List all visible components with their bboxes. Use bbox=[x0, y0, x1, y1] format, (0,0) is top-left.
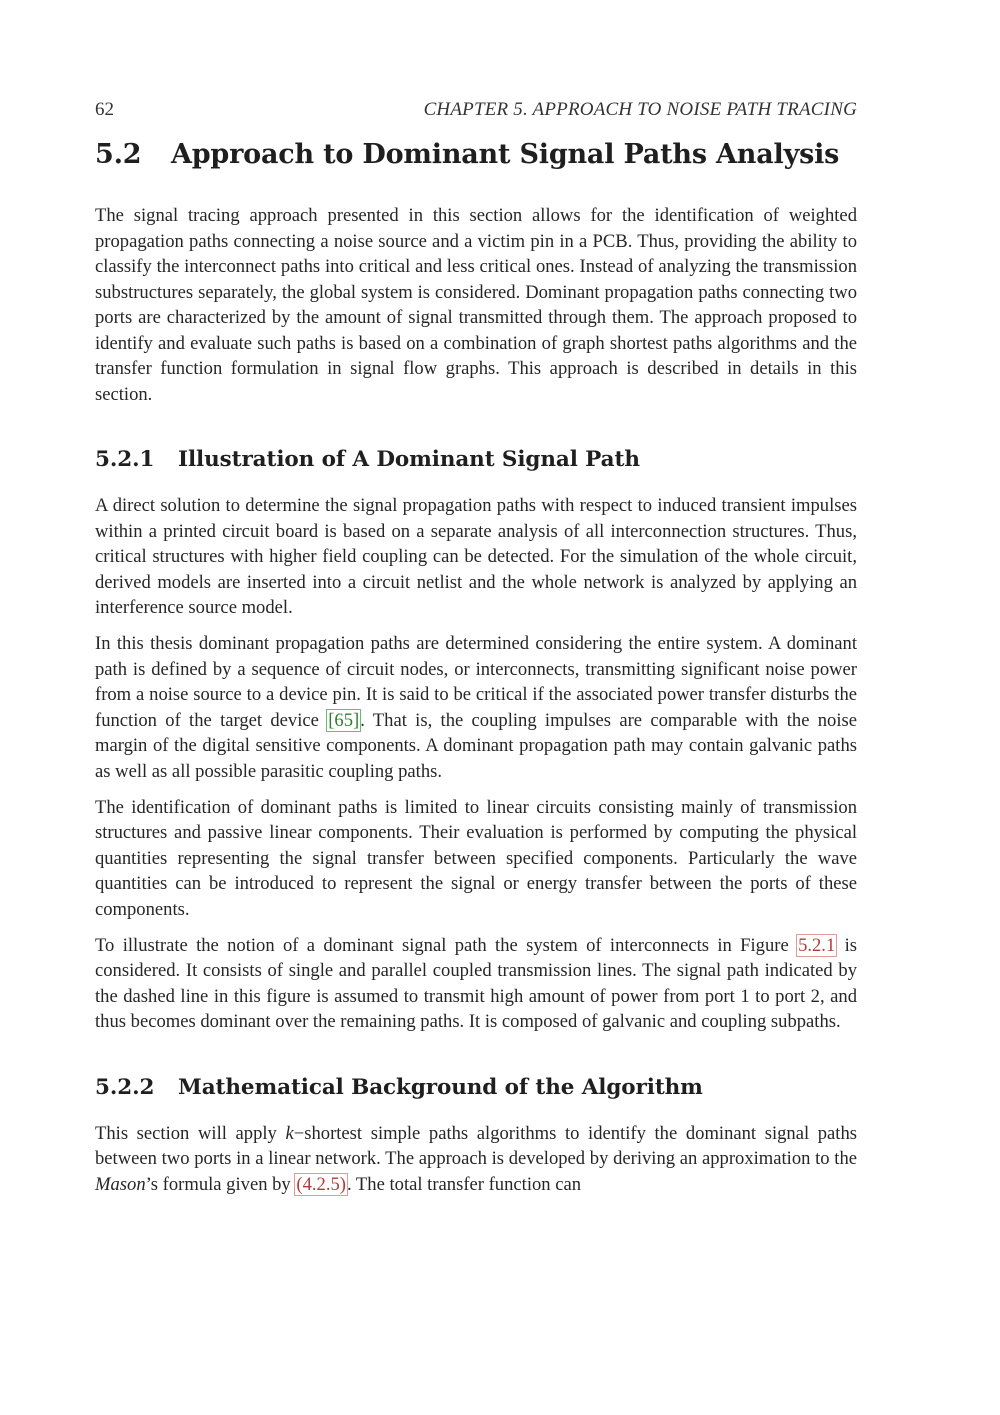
page bbox=[95, 95, 857, 1208]
mason-name: Mason bbox=[95, 1173, 146, 1195]
subsection-heading-5-2-2 bbox=[95, 1075, 857, 1100]
section-heading bbox=[95, 139, 857, 170]
page-number: 62 bbox=[95, 99, 114, 120]
subsection-number: 5.2.2 bbox=[95, 1074, 155, 1100]
paragraph-text: −shortest simple paths algorithms to identify the dominant signal paths between two ports in a linear network. The approach is developed by deriving an approximation to the bbox=[95, 1122, 858, 1169]
paragraph-text: In this thesis dominant propagation paths are determined considering the entire system. A dominant path is defined by a sequence of circuit nodes, or interconnects, transmitting significant noise power from a noise source to a device pin. It is said to be critical if the associated power transfer disturbs the function of the target device bbox=[95, 633, 857, 731]
figure-reference-link[interactable]: 5.2.1 bbox=[798, 934, 836, 956]
paragraph-text: is considered. It consists of single and parallel coupled transmission lines. The signal path indicated by the dashed line in this figure is assumed to transmit high amount of power from port 1 to port 2, and thus becomes dominant over the remaining paths. It is composed of galvanic and coupling subpaths. bbox=[95, 934, 857, 1032]
section-number: 5.2 bbox=[95, 139, 142, 170]
chapter-title: CHAPTER 5. APPROACH TO NOISE PATH TRACING bbox=[423, 99, 857, 120]
paragraph-illustration bbox=[95, 933, 857, 1035]
paragraph-text: This section will apply bbox=[95, 1122, 286, 1144]
paragraph-mathematical-background bbox=[95, 1121, 857, 1198]
paragraph-text: . The total transfer function can bbox=[346, 1173, 582, 1195]
paragraph-identification: The identification of dominant paths is limited to linear circuits consisting mainly of transmission structures and passive linear components. Their evaluation is performed by computing the physical quantities representing the signal transfer between specified components. Particularly the wave quantities can be introduced to represent the signal or energy transfer between the ports of these components. bbox=[95, 796, 857, 920]
paragraph-dominant-path-definition bbox=[95, 631, 857, 784]
subsection-title: Illustration of A Dominant Signal Path bbox=[178, 447, 640, 472]
paragraph-text: To illustrate the notion of a dominant signal path the system of interconnects in Figure bbox=[95, 934, 798, 956]
section-title: Approach to Dominant Signal Paths Analysis bbox=[171, 139, 840, 170]
paragraph-direct-solution: A direct solution to determine the signal propagation paths with respect to induced transient impulses within a printed circuit board is based on a separate analysis of all interconnection structures. Thus, critical structures with higher field coupling can be detected. For the simulation of the whole circuit, derived models are inserted into a circuit netlist and the whole network is analyzed by applying an interference source model. bbox=[95, 495, 857, 618]
math-variable-k: k bbox=[285, 1122, 294, 1144]
subsection-heading-5-2-1 bbox=[95, 447, 857, 472]
subsection-title: Mathematical Background of the Algorithm bbox=[178, 1074, 703, 1100]
paragraph-text: ’s formula given by bbox=[145, 1173, 296, 1195]
subsection-number: 5.2.1 bbox=[95, 447, 155, 472]
running-header bbox=[95, 99, 857, 133]
citation-link[interactable]: [65] bbox=[328, 709, 360, 731]
section-intro-paragraph: The signal tracing approach presented in this section allows for the identification of weighted propagation paths connecting a noise source and a victim pin in a PCB. Thus, providing the ability to classify the interconnect paths into critical and less critical ones. Instead of analyzing the transmission substructures separately, the global system is considered. Dominant propagation paths connecting two ports are characterized by the amount of signal transmitted through them. The approach proposed to identify and evaluate such paths is based on a combination of graph shortest paths algorithms and the transfer function formulation in signal flow graphs. This approach is described in details in this section. bbox=[95, 205, 857, 405]
equation-reference-link[interactable]: (4.2.5) bbox=[296, 1173, 346, 1195]
paragraph-text: . That is, the coupling impulses are comparable with the noise margin of the digital sensitive components. A dominant propagation path may contain galvanic paths as well as all possible parasitic coupling paths. bbox=[95, 709, 857, 782]
